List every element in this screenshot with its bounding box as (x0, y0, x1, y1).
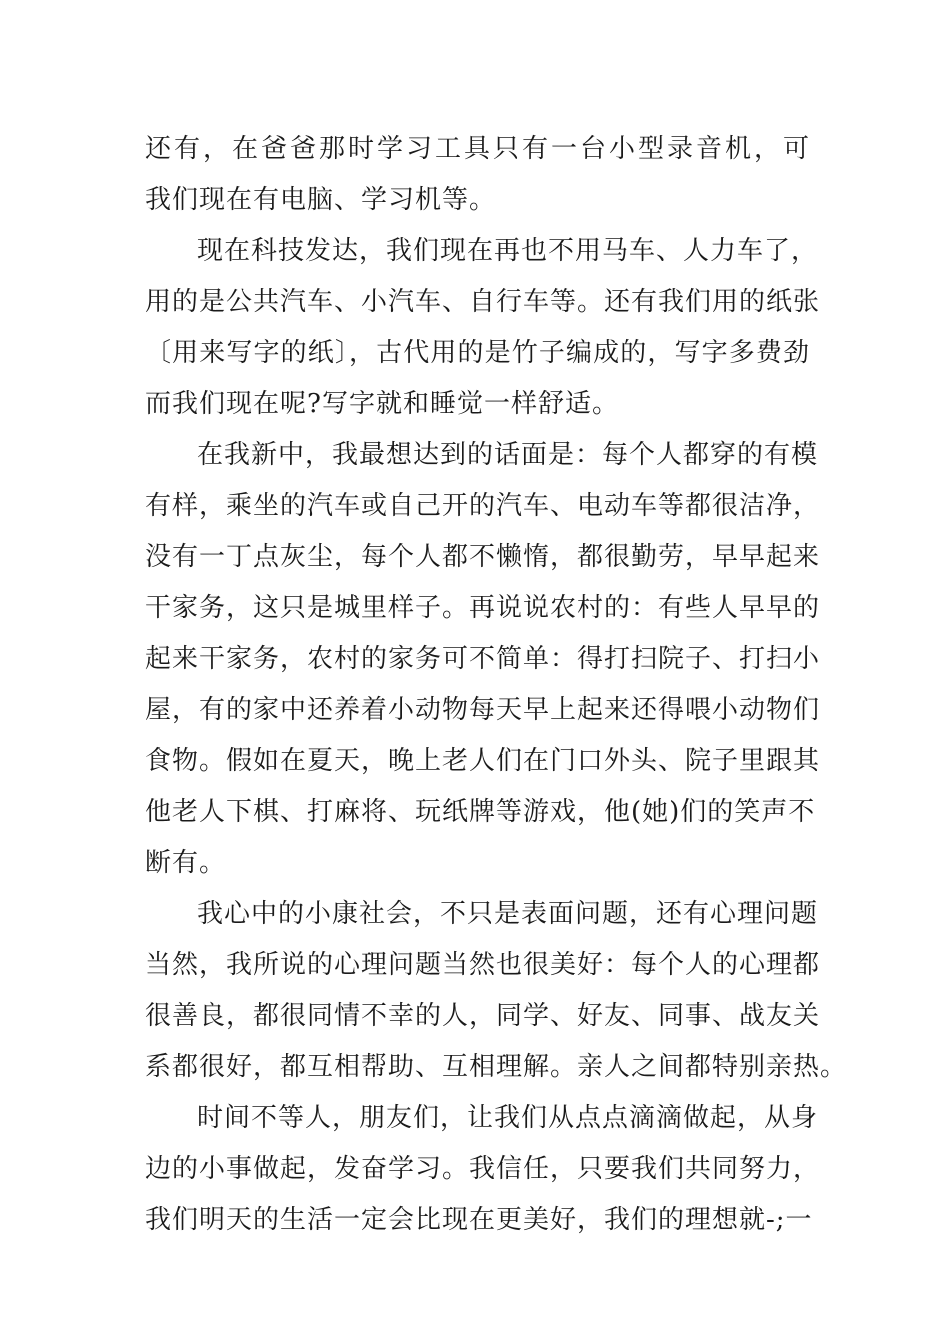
text-line: 在我新中，我最想达到的话面是：每个人都穿的有模 (197, 440, 819, 470)
text-line: 我心中的小康社会，不只是表面问题，还有心理问题 (197, 899, 819, 929)
text-line: 时间不等人，朋友们，让我们从点点滴滴做起，从身 (197, 1103, 819, 1133)
text-line: 食物。假如在夏天，晚上老人们在门口外头、院子里跟其 (145, 746, 821, 776)
text-line: 现在科技发达，我们现在再也不用马车、人力车了， (197, 236, 819, 266)
text-line: 他老人下棋、打麻将、玩纸牌等游戏，他(她)们的笑声不 (145, 797, 816, 827)
text-line: 有样，乘坐的汽车或自己开的汽车、电动车等都很洁净， (145, 491, 821, 521)
text-line: 起来干家务，农村的家务可不简单：得打扫院子、打扫小 (145, 644, 821, 674)
document-body (145, 124, 848, 1246)
text-line: 边的小事做起，发奋学习。我信任，只要我们共同努力， (145, 1154, 821, 1184)
text-line: 用的是公共汽车、小汽车、自行车等。还有我们用的纸张 (145, 287, 821, 317)
text-line: 我们明天的生活一定会比现在更美好，我们的理想就-;一 (145, 1205, 813, 1235)
text-line: 还有，在爸爸那时学习工具只有一台小型录音机，可 (145, 134, 810, 164)
text-line: 〔用来写字的纸〕，古代用的是竹子编成的，写字多费劲 (145, 338, 810, 368)
text-line: 没有一丁点灰尘，每个人都不懒惰，都很勤劳，早早起来 (145, 542, 821, 572)
text-line: 而我们现在呢?写字就和睡觉一样舒适。 (145, 389, 619, 419)
text-line: 我们现在有电脑、学习机等。 (145, 185, 497, 215)
text-line: 干家务，这只是城里样子。再说说农村的：有些人早早的 (145, 593, 821, 623)
text-line: 屋，有的家中还养着小动物每天早上起来还得喂小动物们 (145, 695, 821, 725)
text-line: 当然，我所说的心理问题当然也很美好：每个人的心理都 (145, 950, 821, 980)
text-line: 系都很好，都互相帮助、互相理解。亲人之间都特别亲热。 (145, 1052, 848, 1082)
text-line: 很善良，都很同情不幸的人，同学、好友、同事、战友关 (145, 1001, 821, 1031)
text-line: 断有。 (145, 848, 227, 878)
